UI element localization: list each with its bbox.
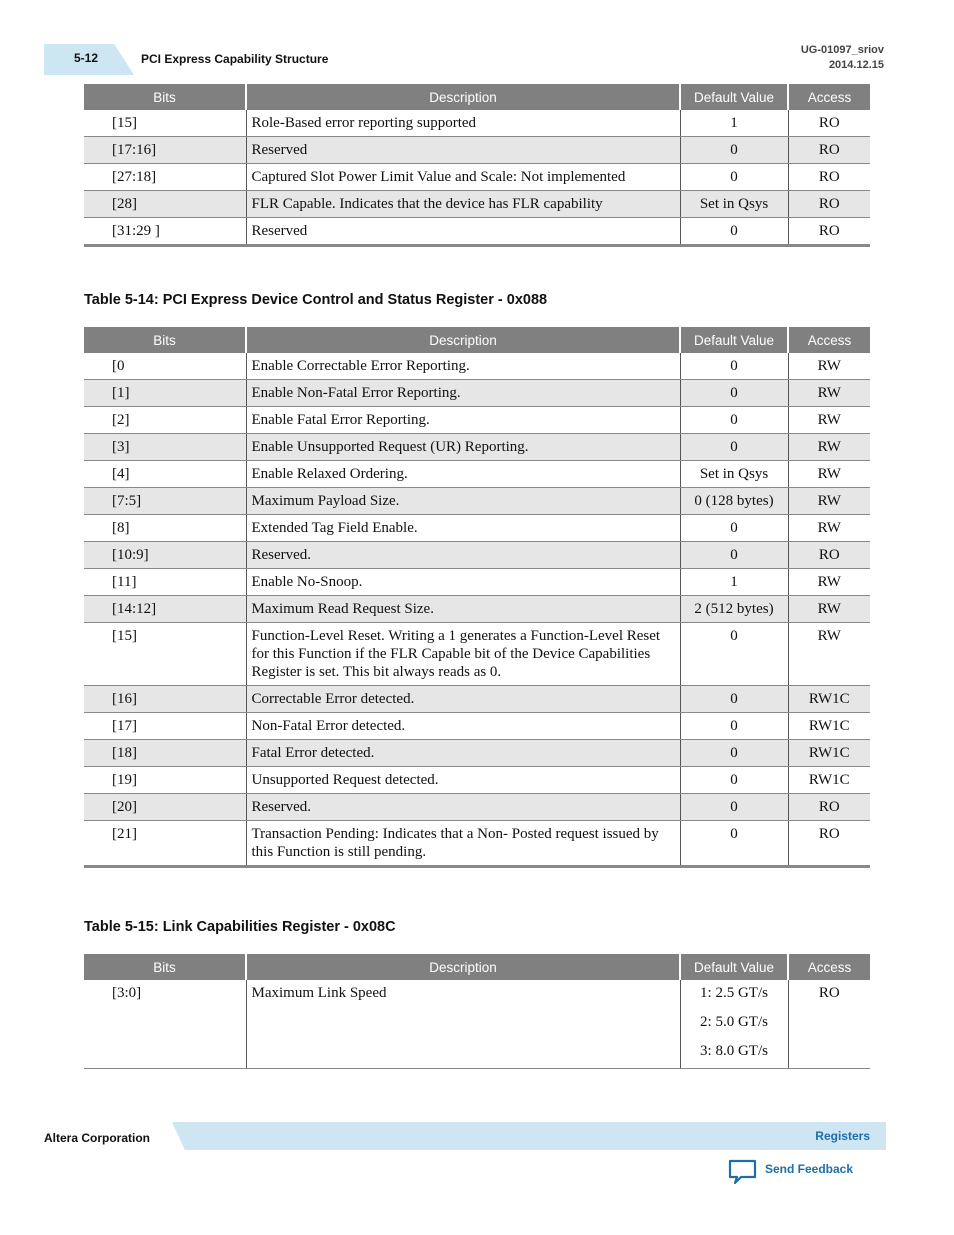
table-row [84, 218, 870, 246]
col-description: Description [246, 84, 680, 110]
link-capabilities-table [84, 954, 870, 1069]
col-bits: Bits [84, 327, 246, 353]
cell-bits: [4] [84, 461, 246, 488]
device-capabilities-table [84, 84, 870, 247]
link-speed-2: 2: 5.0 GT/s [700, 1014, 768, 1030]
cell-description: Non-Fatal Error detected. [246, 713, 680, 740]
table-row [84, 191, 870, 218]
cell-bits: [28] [84, 191, 246, 218]
cell-bits: [7:5] [84, 488, 246, 515]
cell-default: 0 [680, 434, 788, 461]
cell-default: 0 [680, 767, 788, 794]
cell-bits: [17:16] [84, 137, 246, 164]
cell-access: RW1C [788, 740, 870, 767]
col-description: Description [246, 954, 680, 980]
cell-default: 1 [680, 569, 788, 596]
cell-bits: [8] [84, 515, 246, 542]
table-row [84, 434, 870, 461]
cell-default: Set in Qsys [680, 461, 788, 488]
cell-access: RW [788, 596, 870, 623]
cell-default: 0 [680, 740, 788, 767]
registers-link[interactable]: Registers [815, 1129, 870, 1143]
link-speed-1: 1: 2.5 GT/s [700, 985, 768, 1001]
cell-bits: [16] [84, 686, 246, 713]
cell-default: 0 [680, 218, 788, 246]
cell-access: RO [788, 542, 870, 569]
cell-default: 0 [680, 713, 788, 740]
doc-id: UG-01097_sriov [800, 44, 884, 56]
cell-access: RW [788, 380, 870, 407]
cell-access: RW1C [788, 767, 870, 794]
table-row [84, 569, 870, 596]
send-feedback-link[interactable]: Send Feedback [765, 1162, 854, 1176]
table-row [84, 353, 870, 380]
col-access: Access [788, 954, 870, 980]
cell-default: 0 [680, 686, 788, 713]
table-row [84, 110, 870, 137]
table-header-row [84, 954, 870, 980]
cell-description: Fatal Error detected. [246, 740, 680, 767]
cell-bits: [18] [84, 740, 246, 767]
cell-bits: [0 [84, 353, 246, 380]
col-bits: Bits [84, 84, 246, 110]
company-name: Altera Corporation [44, 1131, 151, 1145]
page-number: 5-12 [74, 51, 99, 65]
cell-access: RW [788, 515, 870, 542]
table-caption-5-14: Table 5-14: PCI Express Device Control and Status Register - 0x088 [84, 292, 548, 308]
table-row [84, 164, 870, 191]
cell-default: 0 [680, 137, 788, 164]
cell-access: RW [788, 461, 870, 488]
cell-default: 0 [680, 515, 788, 542]
cell-access: RW [788, 488, 870, 515]
doc-info [801, 43, 884, 73]
cell-description: Maximum Payload Size. [246, 488, 680, 515]
cell-access: RW [788, 407, 870, 434]
cell-description: FLR Capable. Indicates that the device has FLR capability [246, 191, 680, 218]
cell-description: Enable Fatal Error Reporting. [246, 407, 680, 434]
cell-default: 0 [680, 623, 788, 686]
cell-description: Transaction Pending: Indicates that a Non- Posted request issued by this Function is still pending. [246, 821, 680, 867]
cell-bits: [3] [84, 434, 246, 461]
table-row [84, 542, 870, 569]
cell-access: RW [788, 569, 870, 596]
col-default-value: Default Value [680, 954, 788, 980]
cell-description: Enable Correctable Error Reporting. [246, 353, 680, 380]
cell-description: Reserved. [246, 794, 680, 821]
table-row [84, 407, 870, 434]
table-row [84, 596, 870, 623]
cell-default: 1 [680, 110, 788, 137]
table-row [84, 686, 870, 713]
cell-default [680, 980, 788, 1069]
cell-access: RW [788, 353, 870, 380]
cell-default: 0 [680, 407, 788, 434]
cell-bits: [17] [84, 713, 246, 740]
table-row [84, 461, 870, 488]
table-row [84, 794, 870, 821]
cell-access: RW [788, 434, 870, 461]
cell-default: 0 [680, 542, 788, 569]
cell-access: RO [788, 980, 870, 1069]
table-row [84, 713, 870, 740]
cell-description: Correctable Error detected. [246, 686, 680, 713]
cell-access: RO [788, 794, 870, 821]
cell-bits: [3:0] [84, 980, 246, 1069]
col-default-value: Default Value [680, 327, 788, 353]
link-speed-3: 3: 8.0 GT/s [700, 1043, 768, 1059]
cell-access: RW1C [788, 713, 870, 740]
cell-description: Reserved. [246, 542, 680, 569]
cell-description: Captured Slot Power Limit Value and Scale: Not implemented [246, 164, 680, 191]
cell-default: 2 (512 bytes) [680, 596, 788, 623]
cell-access: RO [788, 218, 870, 246]
cell-description: Role-Based error reporting supported [246, 110, 680, 137]
cell-description: Enable No-Snoop. [246, 569, 680, 596]
cell-default: 0 [680, 164, 788, 191]
cell-bits: [14:12] [84, 596, 246, 623]
col-bits: Bits [84, 954, 246, 980]
cell-bits: [31:29 ] [84, 218, 246, 246]
cell-default: 0 [680, 821, 788, 867]
cell-access: RW [788, 623, 870, 686]
cell-description: Reserved [246, 137, 680, 164]
cell-default: 0 (128 bytes) [680, 488, 788, 515]
table-row [84, 137, 870, 164]
table-row [84, 515, 870, 542]
cell-default: 0 [680, 380, 788, 407]
doc-date: 2014.12.15 [828, 59, 884, 71]
cell-description: Enable Relaxed Ordering. [246, 461, 680, 488]
cell-bits: [10:9] [84, 542, 246, 569]
cell-default: 0 [680, 794, 788, 821]
cell-bits: [21] [84, 821, 246, 867]
cell-access: RW1C [788, 686, 870, 713]
table-row [84, 380, 870, 407]
device-control-status-table [84, 327, 870, 868]
cell-access: RO [788, 821, 870, 867]
table-row [84, 488, 870, 515]
table-row [84, 767, 870, 794]
cell-access: RO [788, 110, 870, 137]
cell-description: Extended Tag Field Enable. [246, 515, 680, 542]
cell-bits: [20] [84, 794, 246, 821]
cell-bits: [11] [84, 569, 246, 596]
col-default-value: Default Value [680, 84, 788, 110]
table-row [84, 980, 870, 1069]
cell-access: RO [788, 191, 870, 218]
table-row [84, 623, 870, 686]
cell-default: 0 [680, 353, 788, 380]
cell-bits: [19] [84, 767, 246, 794]
cell-description: Maximum Read Request Size. [246, 596, 680, 623]
cell-bits: [27:18] [84, 164, 246, 191]
cell-default: Set in Qsys [680, 191, 788, 218]
cell-description: Reserved [246, 218, 680, 246]
cell-description: Function-Level Reset. Writing a 1 generates a Function-Level Reset for this Function if the FLR Capable bit of the Device Capabilities Register is set. This bit always reads as 0. [246, 623, 680, 686]
table-row [84, 821, 870, 867]
footer-band [172, 1122, 886, 1150]
col-access: Access [788, 84, 870, 110]
cell-description: Unsupported Request detected. [246, 767, 680, 794]
cell-bits: [15] [84, 110, 246, 137]
table-row [84, 740, 870, 767]
cell-access: RO [788, 137, 870, 164]
section-title: PCI Express Capability Structure [141, 52, 329, 66]
cell-access: RO [788, 164, 870, 191]
cell-bits: [1] [84, 380, 246, 407]
table-caption-5-15: Table 5-15: Link Capabilities Register - 0x08C [84, 919, 396, 935]
table-header-row [84, 327, 870, 353]
col-access: Access [788, 327, 870, 353]
cell-description: Maximum Link Speed [246, 980, 680, 1069]
cell-description: Enable Non-Fatal Error Reporting. [246, 380, 680, 407]
speech-bubble-icon[interactable] [727, 1158, 759, 1186]
col-description: Description [246, 327, 680, 353]
cell-bits: [2] [84, 407, 246, 434]
table-header-row [84, 84, 870, 110]
cell-description: Enable Unsupported Request (UR) Reporting. [246, 434, 680, 461]
cell-bits: [15] [84, 623, 246, 686]
